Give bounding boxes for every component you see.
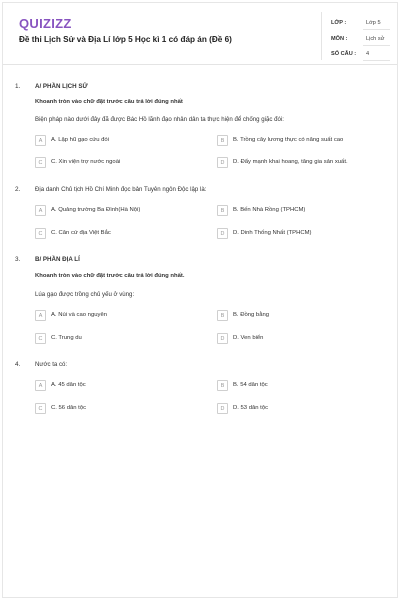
meta-info-box bbox=[321, 12, 391, 60]
option-letter-box: D bbox=[217, 333, 228, 344]
meta-row-class bbox=[322, 16, 392, 30]
option-text: D. Ven biển bbox=[233, 335, 264, 341]
meta-value: Lịch sử bbox=[366, 36, 385, 42]
option-letter-box: B bbox=[217, 205, 228, 216]
worksheet-page bbox=[2, 2, 398, 598]
option-text: D. Đẩy mạnh khai hoang, tăng gia sản xuất. bbox=[233, 159, 348, 165]
question-number: 4. bbox=[15, 361, 21, 368]
option-letter-box: B bbox=[217, 310, 228, 321]
option-letter-box: A bbox=[35, 310, 46, 321]
option-text: D. 53 dân tộc bbox=[233, 405, 269, 411]
section-heading: B/ PHẦN ĐỊA LÍ bbox=[35, 256, 80, 263]
question-instruction: Khoanh tròn vào chữ đặt trước câu trả lời đúng nhất. bbox=[35, 273, 185, 279]
option-letter-box: D bbox=[217, 157, 228, 168]
question-number: 2. bbox=[15, 186, 21, 193]
option-letter-box: A bbox=[35, 135, 46, 146]
option-letter-box: D bbox=[217, 228, 228, 239]
question-text: Nước ta có: bbox=[35, 361, 68, 368]
question-number: 1. bbox=[15, 83, 21, 90]
quizizz-logo: QUIZIZZ bbox=[19, 16, 72, 31]
meta-label: SỐ CÂU : bbox=[331, 51, 357, 57]
option-text: B. Bến Nhà Rồng (TPHCM) bbox=[233, 207, 306, 213]
section-heading: A/ PHẦN LỊCH SỬ bbox=[35, 83, 88, 90]
option-text: A. Quảng trường Ba Đình(Hà Nội) bbox=[51, 207, 141, 213]
meta-row-subject bbox=[322, 32, 392, 46]
question-text: Lúa gạo được trồng chủ yếu ở vùng: bbox=[35, 291, 135, 298]
question-instruction: Khoanh tròn vào chữ đặt trước câu trả lời đúng nhất bbox=[35, 99, 183, 105]
option-text: B. Đồng bằng bbox=[233, 312, 270, 318]
option-text: A. 45 dân tộc bbox=[51, 382, 86, 388]
option-text: B. 54 dân tộc bbox=[233, 382, 268, 388]
option-text: B. Trồng cây lương thực có năng suất cao bbox=[233, 137, 344, 143]
option-letter-box: C bbox=[35, 403, 46, 414]
option-letter-box: B bbox=[217, 135, 228, 146]
question-number: 3. bbox=[15, 256, 21, 263]
option-letter-box: C bbox=[35, 228, 46, 239]
meta-row-question-count bbox=[322, 47, 392, 61]
option-text: C. 56 dân tộc bbox=[51, 405, 87, 411]
option-letter-box: D bbox=[217, 403, 228, 414]
option-letter-box: A bbox=[35, 205, 46, 216]
option-text: C. Trung du bbox=[51, 335, 82, 341]
option-text: D. Dinh Thống Nhất (TPHCM) bbox=[233, 230, 312, 236]
meta-value: Lớp 5 bbox=[366, 20, 381, 26]
option-letter-box: B bbox=[217, 380, 228, 391]
option-letter-box: C bbox=[35, 333, 46, 344]
meta-label: LỚP : bbox=[331, 20, 347, 26]
option-text: A. Núi và cao nguyên bbox=[51, 312, 107, 318]
option-text: C. Căn cứ địa Việt Bắc bbox=[51, 230, 111, 236]
worksheet-title: Đề thi Lịch Sử và Địa Lí lớp 5 Học kì 1 có đáp án (Đề 6) bbox=[19, 35, 232, 44]
worksheet-header bbox=[3, 3, 397, 65]
option-text: A. Lập hũ gạo cứu đói bbox=[51, 137, 109, 143]
meta-value: 4 bbox=[366, 51, 370, 57]
question-text: Địa danh Chủ tịch Hồ Chí Minh đọc bản Tuyên ngôn Độc lập là: bbox=[35, 186, 207, 193]
meta-label: MÔN : bbox=[331, 36, 348, 42]
question-text: Biện pháp nào dưới đây đã được Bác Hồ lãnh đạo nhân dân ta thực hiện để chống giặc đói: bbox=[35, 116, 284, 123]
option-text: C. Xin viện trợ nước ngoài bbox=[51, 159, 121, 165]
option-letter-box: A bbox=[35, 380, 46, 391]
option-letter-box: C bbox=[35, 157, 46, 168]
